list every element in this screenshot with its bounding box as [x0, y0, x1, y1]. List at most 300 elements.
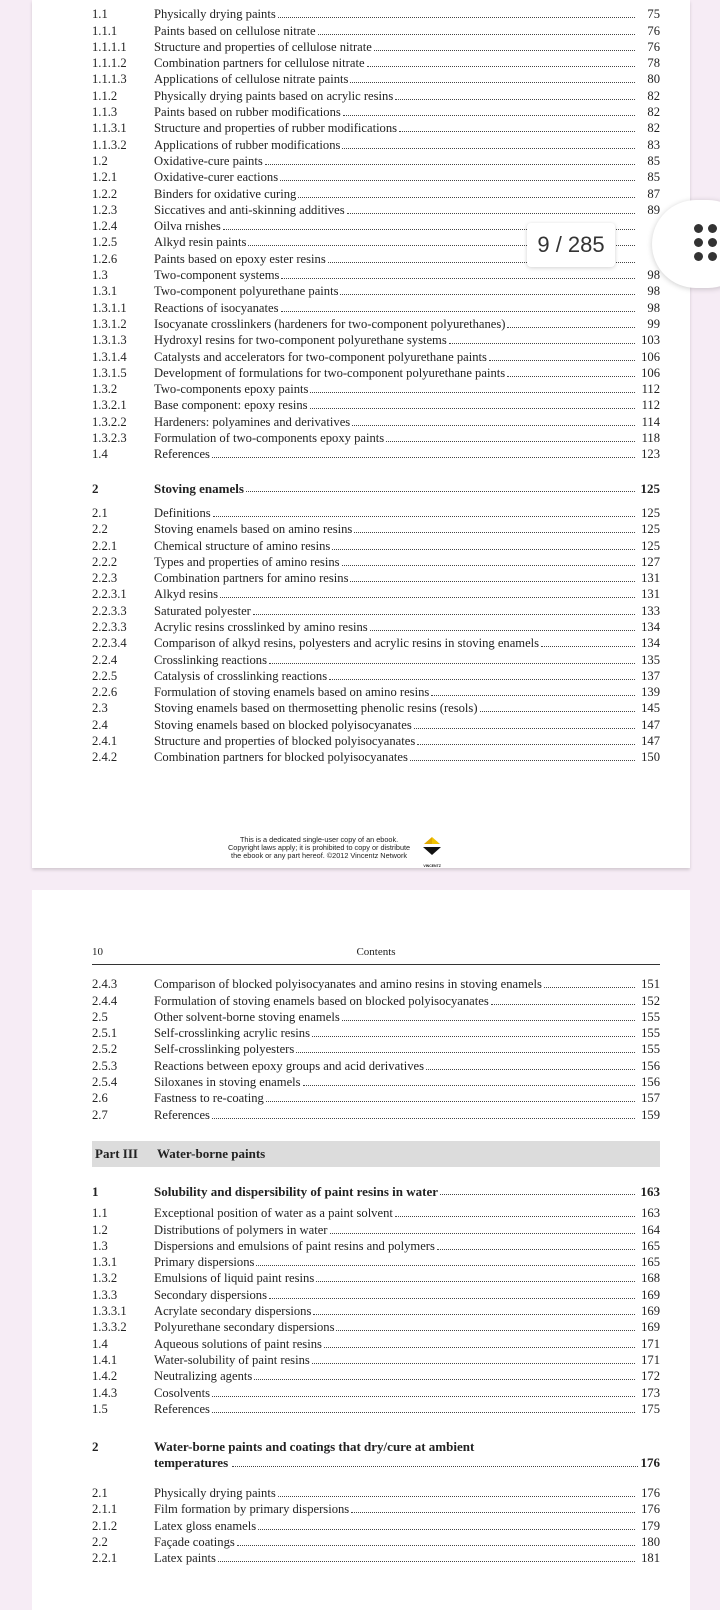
entry-number: 1.3.2.1: [92, 398, 127, 413]
page-indicator: [527, 223, 615, 267]
dot-leader: [491, 1004, 635, 1005]
toc-entry[interactable]: [92, 505, 660, 521]
dot-leader: [278, 17, 635, 18]
entry-title: Reactions between epoxy groups and acid derivatives: [154, 1058, 424, 1073]
entry-number: 2.2.3.3: [92, 603, 127, 618]
dot-leader: [281, 311, 636, 312]
entry-page: 157: [641, 1091, 660, 1106]
entry-number: 1.4.1: [92, 1352, 118, 1367]
toc-entry[interactable]: [92, 1041, 660, 1057]
entry-page: 133: [641, 603, 660, 618]
entry-title: Oilva rnishes: [154, 219, 221, 234]
toc-entry[interactable]: [92, 267, 660, 283]
notice-line: the ebook or any part hereof. ©2012 Vincentz Network: [231, 851, 408, 860]
entry-title: Film formation by primary dispersions: [154, 1502, 350, 1517]
toc-entry[interactable]: [92, 136, 660, 152]
entry-title: Latex paints: [154, 1551, 216, 1566]
toc-entry[interactable]: [92, 446, 660, 462]
toc-entry[interactable]: [92, 365, 660, 381]
entry-page: 134: [641, 636, 660, 651]
page-indicator-text: 9 / 285: [537, 232, 605, 257]
entry-title: Isocyanate crosslinkers (hardeners for two-component polyurethanes): [154, 316, 506, 331]
part-number: Part III: [95, 1145, 138, 1161]
dot-leader: [395, 99, 635, 100]
entry-title: Latex gloss enamels: [154, 1518, 257, 1533]
toc-entry[interactable]: [92, 976, 660, 992]
entry-number: 1.3.2.2: [92, 414, 127, 429]
toc-entry[interactable]: [92, 381, 660, 397]
toc-entry[interactable]: [92, 684, 660, 700]
entry-title: Combination partners for cellulose nitrate: [154, 56, 365, 71]
toc-entry[interactable]: [92, 55, 660, 71]
dot-leader: [351, 1512, 635, 1513]
entry-title: Dispersions and emulsions of paint resins and polymers: [154, 1238, 435, 1253]
entry-title: Base component: epoxy resins: [154, 398, 308, 413]
dot-leader: [489, 360, 635, 361]
toc-entry[interactable]: [92, 651, 660, 667]
entry-number: 2.7: [92, 1107, 108, 1122]
dot-leader: [218, 1561, 635, 1562]
entry-number: 1.3.1.1: [92, 300, 127, 315]
dot-leader: [410, 760, 635, 761]
entry-number: 1.4.2: [92, 1369, 118, 1384]
dot-leader: [330, 1233, 636, 1234]
entry-page: 171: [641, 1336, 660, 1351]
toc-entry[interactable]: [92, 1534, 660, 1550]
entry-number: 2.4.4: [92, 993, 118, 1008]
toc-entry[interactable]: [92, 1025, 660, 1041]
dot-leader: [399, 131, 635, 132]
dot-leader: [256, 1265, 635, 1266]
toc-entry[interactable]: [92, 554, 660, 570]
toc-entry[interactable]: [92, 749, 660, 765]
part-heading: [92, 1141, 660, 1167]
dot-leader: [269, 1298, 635, 1299]
dot-leader: [332, 549, 635, 550]
entry-title: Paints based on cellulose nitrate: [154, 23, 316, 38]
entry-page: 85: [647, 170, 660, 185]
dot-leader: [220, 597, 635, 598]
entry-page: 75: [647, 7, 660, 22]
toc-entry[interactable]: [92, 1485, 660, 1501]
entry-number: 1: [92, 1183, 99, 1199]
entry-page: 169: [641, 1287, 660, 1302]
entry-title: Types and properties of amino resins: [154, 554, 340, 569]
entry-title: Formulation of stoving enamels based on blocked polyisocyanates: [154, 993, 489, 1008]
entry-page: 76: [647, 39, 660, 54]
entry-page: 125: [641, 522, 660, 537]
entry-title: Oxidative-cure paints: [154, 153, 263, 168]
entry-page: 134: [641, 619, 660, 634]
part-title: Water-borne paints: [157, 1145, 266, 1161]
entry-page: 139: [641, 685, 660, 700]
dot-leader: [544, 987, 635, 988]
entry-page: 99: [647, 316, 660, 331]
entry-number: 1.3.1.3: [92, 333, 127, 348]
document-page-9: [32, 0, 690, 868]
toc-entry[interactable]: [92, 1303, 660, 1319]
entry-number: 1.3.2.3: [92, 431, 127, 446]
toc-entry[interactable]: [92, 700, 660, 716]
entry-number: 1.3.1.5: [92, 365, 127, 380]
entry-number: 1.3.2: [92, 1271, 118, 1286]
entry-page: 112: [641, 382, 660, 397]
entry-number: 1.2.6: [92, 251, 118, 266]
entry-title: Water-solubility of paint resins: [154, 1352, 310, 1367]
entry-page: 156: [641, 1058, 660, 1073]
toc-entry[interactable]: [92, 1254, 660, 1270]
entry-number: 2.1.2: [92, 1518, 118, 1533]
toc-entry[interactable]: [92, 104, 660, 120]
entry-title: Chemical structure of amino resins: [154, 538, 331, 553]
dot-leader: [426, 1069, 635, 1070]
toc-entry[interactable]: [92, 635, 660, 651]
toc-entry[interactable]: [92, 1221, 660, 1237]
entry-page: 168: [641, 1271, 660, 1286]
dot-leader: [313, 1314, 635, 1315]
entry-title: Hydroxyl resins for two-component polyurethane systems: [154, 333, 447, 348]
toc-entry[interactable]: [92, 283, 660, 299]
dot-leader: [246, 491, 635, 492]
entry-number: 1.2: [92, 1222, 108, 1237]
toc-entry[interactable]: [92, 430, 660, 446]
toc-entry[interactable]: [92, 169, 660, 185]
entry-number: 2.1.1: [92, 1502, 118, 1517]
entry-number: 1.1.3.1: [92, 121, 127, 136]
entry-page: 172: [641, 1369, 660, 1384]
entry-page: 137: [641, 668, 660, 683]
toc-entry[interactable]: [92, 332, 660, 348]
toc-entry[interactable]: [92, 1501, 660, 1517]
dot-leader: [310, 408, 635, 409]
toc-entry[interactable]: [92, 299, 660, 315]
entry-title: Paints based on rubber modifications: [154, 105, 341, 120]
entry-page: 98: [647, 300, 660, 315]
toc-entry[interactable]: [92, 1205, 660, 1221]
toc-entry[interactable]: [92, 120, 660, 136]
entry-number: 1.1.1.1: [92, 39, 127, 54]
dot-leader: [431, 695, 635, 696]
toc-entry[interactable]: [92, 1517, 660, 1533]
toc-entry[interactable]: [92, 316, 660, 332]
entry-title: Stoving enamels based on amino resins: [154, 522, 353, 537]
entry-page: 127: [641, 554, 660, 569]
entry-title: Crosslinking reactions: [154, 652, 267, 667]
entry-page: 165: [641, 1255, 660, 1270]
toc-entry[interactable]: [92, 733, 660, 749]
dot-leader: [296, 1052, 635, 1053]
entry-page: 78: [647, 56, 660, 71]
chapter-number: 2: [92, 1438, 99, 1454]
entry-title: Catalysts and accelerators for two-component polyurethane paints: [154, 349, 487, 364]
entry-page: 103: [641, 333, 660, 348]
entry-title: Physically drying paints: [154, 1486, 276, 1501]
entry-page: 118: [641, 431, 660, 446]
dot-leader: [541, 646, 635, 647]
dot-leader: [386, 441, 635, 442]
dot-leader: [354, 532, 635, 533]
notice-line: Copyright laws apply; it is prohibited to copy or distribute: [228, 843, 411, 852]
toc-entry[interactable]: [92, 1550, 660, 1566]
entry-title: Stoving enamels based on thermosetting phenolic resins (resols): [154, 701, 478, 716]
dot-leader: [303, 1085, 635, 1086]
chapter-title: Water-borne paints and coatings that dry/cure at ambient: [154, 1438, 475, 1454]
entry-title: Comparison of alkyd resins, polyesters and acrylic resins in stoving enamels: [154, 636, 540, 651]
entry-number: 2.2: [92, 522, 108, 537]
entry-title: Aqueous solutions of paint resins: [154, 1336, 322, 1351]
toc-entry[interactable]: [92, 202, 660, 218]
entry-title: Stoving enamels: [154, 480, 244, 496]
dot-leader: [281, 278, 635, 279]
toc-entry[interactable]: [92, 6, 660, 22]
entry-title: Exceptional position of water as a paint solvent: [154, 1206, 393, 1221]
entry-page: 173: [641, 1385, 660, 1400]
entry-number: 2.4.2: [92, 750, 118, 765]
entry-page: 82: [647, 88, 660, 103]
toc-entry[interactable]: [92, 1335, 660, 1351]
toc-entry[interactable]: [92, 1074, 660, 1090]
entry-number: 2.5.4: [92, 1075, 118, 1090]
entry-page: 152: [641, 993, 660, 1008]
entry-title: Primary dispersions: [154, 1255, 255, 1270]
toc-entry[interactable]: [92, 1090, 660, 1106]
entry-number: 1.4: [92, 1336, 108, 1351]
chapter-title: temperatures: [154, 1454, 229, 1470]
entry-title: Siccatives and anti-skinning additives: [154, 202, 345, 217]
entry-title: References: [154, 447, 210, 462]
toc-entry[interactable]: [92, 1286, 660, 1302]
entry-title: Polyurethane secondary dispersions: [154, 1320, 335, 1335]
dot-leader: [310, 392, 635, 393]
entry-title: Two-component systems: [154, 268, 280, 283]
toc-entry[interactable]: [92, 586, 660, 602]
entry-page: 80: [647, 72, 660, 87]
entry-number: 1.3.1: [92, 1255, 118, 1270]
entry-page: 180: [641, 1535, 660, 1550]
entry-page: 179: [641, 1518, 660, 1533]
entry-number: 1.1.1.3: [92, 72, 127, 87]
entry-page: 123: [641, 447, 660, 462]
entry-number: 1.1.3.2: [92, 137, 127, 152]
entry-page: 176: [641, 1502, 660, 1517]
entry-title: Façade coatings: [154, 1535, 235, 1550]
running-head-title: Contents: [356, 946, 396, 958]
dot-leader: [480, 711, 635, 712]
entry-number: 2.2.3: [92, 571, 118, 586]
entry-number: 1.4.3: [92, 1385, 118, 1400]
dot-leader: [395, 1216, 635, 1217]
toc-entry[interactable]: [92, 348, 660, 364]
entry-page: 155: [641, 1026, 660, 1041]
entry-title: Development of formulations for two-component polyurethane paints: [154, 365, 506, 380]
toc-entry[interactable]: [92, 413, 660, 429]
dot-leader: [347, 213, 635, 214]
toc-chapter[interactable]: [92, 1439, 660, 1471]
entry-page: 131: [641, 587, 660, 602]
entry-page: 175: [641, 1401, 660, 1416]
toc-entry[interactable]: [92, 1368, 660, 1384]
toc-entry[interactable]: [92, 619, 660, 635]
dot-leader: [342, 1020, 635, 1021]
entry-number: 2.5: [92, 1009, 108, 1024]
dot-leader: [278, 1496, 635, 1497]
entry-page: 106: [641, 349, 660, 364]
entry-number: 2.3: [92, 701, 108, 716]
entry-number: 2.5.2: [92, 1042, 118, 1057]
entry-number: 1.3.1.2: [92, 316, 127, 331]
toc-entry[interactable]: [92, 716, 660, 732]
toc-entry[interactable]: [92, 570, 660, 586]
dot-leader: [507, 376, 635, 377]
dot-leader: [343, 115, 635, 116]
entry-number: 1.5: [92, 1401, 108, 1416]
dot-leader: [437, 1249, 635, 1250]
entry-page: 151: [641, 977, 660, 992]
dot-leader: [269, 663, 635, 664]
entry-page: 82: [647, 105, 660, 120]
entry-number: 1.1.1: [92, 23, 118, 38]
dot-leader: [312, 1363, 635, 1364]
entry-number: 2.2.1: [92, 1551, 118, 1566]
toc-entry[interactable]: [92, 1352, 660, 1368]
entry-page: 89: [647, 202, 660, 217]
toc-entry[interactable]: [92, 87, 660, 103]
toc-entry[interactable]: [92, 521, 660, 537]
entry-page: 82: [647, 121, 660, 136]
dot-leader: [350, 581, 635, 582]
entry-page: 164: [641, 1222, 660, 1237]
dot-leader: [316, 1281, 635, 1282]
entry-number: 2.4: [92, 717, 108, 732]
toc-entry[interactable]: [92, 1401, 660, 1417]
entry-title: Two-component polyurethane paints: [154, 284, 339, 299]
entry-page: 83: [647, 137, 660, 152]
entry-title: Physically drying paints: [154, 7, 276, 22]
entry-title: Self-crosslinking acrylic resins: [154, 1026, 310, 1041]
copyright-notice: [228, 835, 444, 868]
toc-entry[interactable]: [92, 397, 660, 413]
entry-page: 159: [641, 1107, 660, 1122]
dot-leader: [414, 728, 635, 729]
dot-leader: [237, 1545, 635, 1546]
toc-entry[interactable]: [92, 1106, 660, 1122]
toc-entry[interactable]: [92, 185, 660, 201]
entry-number: 1.3: [92, 268, 108, 283]
entry-title: Physically drying paints based on acrylic resins: [154, 88, 394, 103]
toc-chapter[interactable]: [92, 479, 660, 495]
entry-number: 2.2.2: [92, 554, 118, 569]
entry-number: 2.2.3.1: [92, 587, 127, 602]
entry-page: 131: [641, 571, 660, 586]
entry-number: 2.2: [92, 1535, 108, 1550]
entry-title: Structure and properties of rubber modifications: [154, 121, 398, 136]
entry-number: 1.3: [92, 1238, 108, 1253]
entry-page: 87: [647, 186, 660, 201]
toc-entry[interactable]: [92, 1009, 660, 1025]
dot-leader: [336, 1330, 635, 1331]
dot-leader: [417, 744, 635, 745]
entry-number: 1.3.1: [92, 284, 118, 299]
entry-number: 2.4.1: [92, 734, 118, 749]
entry-title: Alkyd resin paints: [154, 235, 247, 250]
dot-leader: [258, 1529, 635, 1530]
entry-title: Formulation of two-components epoxy paints: [154, 431, 385, 446]
entry-title: Distributions of polymers in water: [154, 1222, 328, 1237]
entry-page: 112: [641, 398, 660, 413]
dot-leader: [324, 1347, 635, 1348]
dots-grid-icon: [694, 224, 720, 264]
dot-leader: [212, 1396, 635, 1397]
toc-entry[interactable]: [92, 1384, 660, 1400]
entry-title: Combination partners for blocked polyisocyanates: [154, 750, 408, 765]
entry-number: 1.3.3.1: [92, 1304, 127, 1319]
entry-number: 2.1: [92, 1486, 108, 1501]
entry-number: 2.5.1: [92, 1026, 118, 1041]
entry-page: 125: [640, 480, 660, 496]
chapter-page: 176: [640, 1454, 660, 1470]
entry-title: Binders for oxidative curing: [154, 186, 297, 201]
toc-entry[interactable]: [92, 1057, 660, 1073]
entry-title: Other solvent-borne stoving enamels: [154, 1009, 340, 1024]
entry-title: Acrylic resins crosslinked by amino resins: [154, 619, 368, 634]
toc-entry[interactable]: [92, 1238, 660, 1254]
entry-title: Emulsions of liquid paint resins: [154, 1271, 315, 1286]
entry-title: Siloxanes in stoving enamels: [154, 1075, 301, 1090]
entry-title: Comparison of blocked polyisocyanates and amino resins in stoving enamels: [154, 977, 542, 992]
toc-block: [92, 6, 660, 765]
toc-entry[interactable]: [92, 39, 660, 55]
toc-entry[interactable]: [92, 668, 660, 684]
dot-leader: [350, 82, 635, 83]
entry-number: 1.2.1: [92, 170, 118, 185]
entry-page: 169: [641, 1304, 660, 1319]
toc-chapter[interactable]: [92, 1183, 660, 1199]
toc-entry[interactable]: [92, 71, 660, 87]
toc-entry[interactable]: [92, 602, 660, 618]
toc-entry[interactable]: [92, 153, 660, 169]
entry-number: 1.1.1.2: [92, 56, 127, 71]
entry-page: 163: [641, 1206, 660, 1221]
entry-page: 98: [647, 284, 660, 299]
entry-title: Reactions of isocyanates: [154, 300, 279, 315]
toc-entry[interactable]: [92, 1270, 660, 1286]
toc-block: [92, 976, 660, 1566]
entry-page: 76: [647, 23, 660, 38]
entry-number: 1.3.3.2: [92, 1320, 127, 1335]
entry-number: 1.3.1.4: [92, 349, 127, 364]
entry-title: Hardeners: polyamines and derivatives: [154, 414, 351, 429]
entry-page: 85: [647, 153, 660, 168]
entry-number: 1.2.2: [92, 186, 118, 201]
entry-page: 165: [641, 1238, 660, 1253]
toc-entry[interactable]: [92, 537, 660, 553]
dot-leader: [370, 630, 635, 631]
dot-leader: [342, 565, 635, 566]
document-page-10: [32, 890, 690, 1610]
dot-leader: [212, 1412, 635, 1413]
toc-entry[interactable]: [92, 1319, 660, 1335]
entry-page: 169: [641, 1320, 660, 1335]
entry-title: Secondary dispersions: [154, 1287, 267, 1302]
toc-entry[interactable]: [92, 22, 660, 38]
dot-leader: [352, 425, 635, 426]
dot-leader: [367, 66, 635, 67]
entry-number: 2.2.5: [92, 668, 118, 683]
toc-entry[interactable]: [92, 992, 660, 1008]
dot-leader: [440, 1194, 635, 1195]
entry-title: Solubility and dispersibility of paint resins in water: [154, 1183, 439, 1199]
entry-title: Self-crosslinking polyesters: [154, 1042, 295, 1057]
